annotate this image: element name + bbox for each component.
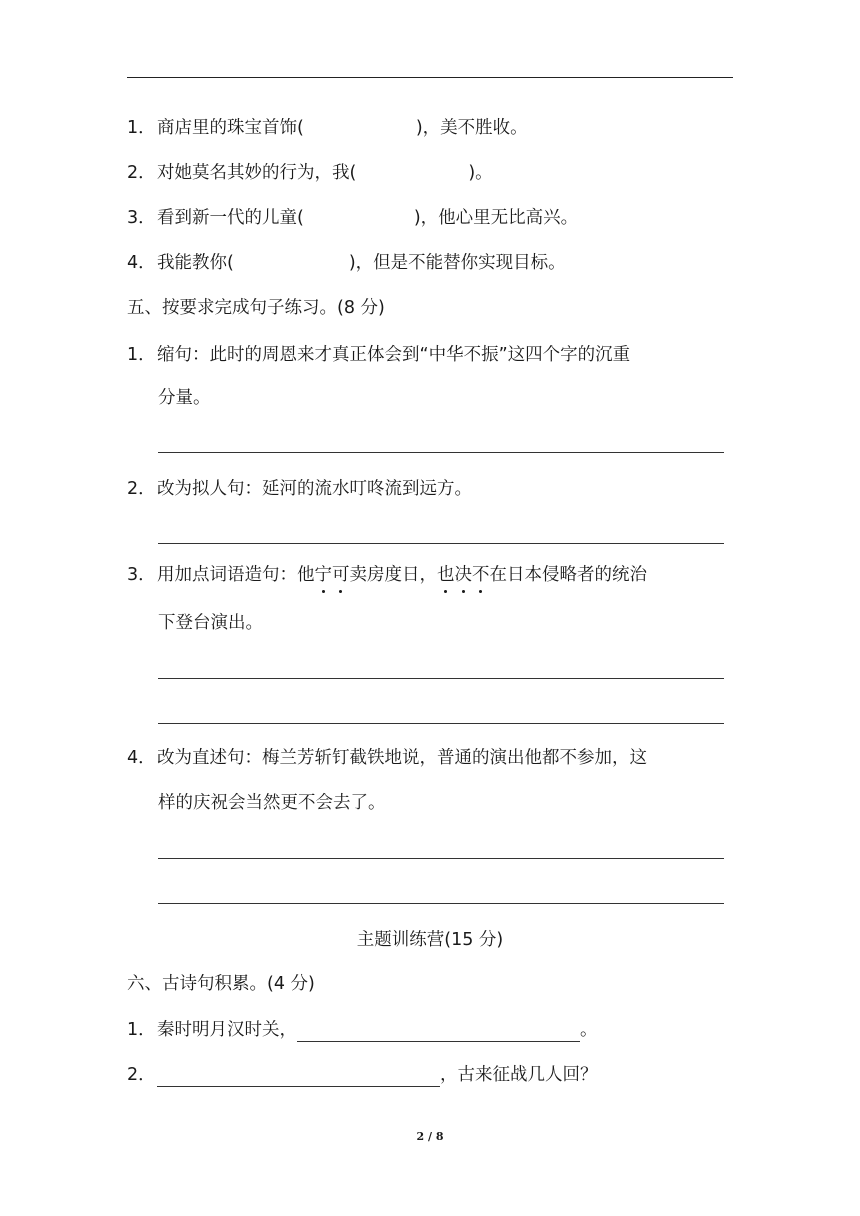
emphasis-char: 不 — [472, 565, 490, 585]
section6-heading: 六、古诗句积累。(4 分) — [127, 974, 315, 994]
section5-q4-cont: 样的庆祝会当然更不会去了。 — [158, 793, 386, 813]
emphasis-char: 可 — [332, 565, 350, 585]
page-number: 2 / 8 — [416, 1130, 444, 1143]
answer-line[interactable] — [158, 723, 724, 724]
section5-q1-cont: 分量。 — [158, 388, 211, 408]
fill-item-4: 4．我能教你( )，但是不能替你实现目标。 — [127, 253, 566, 273]
section5-q3: 3．用加点词语造句：他宁可卖房度日，也决不在日本侵略者的统治 — [127, 565, 647, 585]
fill-item-3: 3．看到新一代的儿童( )，他心里无比高兴。 — [127, 208, 579, 228]
answer-line[interactable] — [158, 678, 724, 679]
section5-q2: 2．改为拟人句：延河的流水叮咚流到远方。 — [127, 479, 472, 499]
fill-item-2: 2．对她莫名其妙的行为，我( )。 — [127, 163, 493, 183]
section5-heading: 五、按要求完成句子练习。(8 分) — [127, 298, 385, 318]
answer-line[interactable] — [158, 452, 724, 453]
top-rule — [127, 77, 733, 78]
section5-q4: 4．改为直述句：梅兰芳斩钉截铁地说，普通的演出他都不参加，这 — [127, 748, 647, 768]
section5-q1: 1．缩句：此时的周恩来才真正体会到“中华不振”这四个字的沉重 — [127, 345, 631, 365]
answer-line[interactable] — [158, 858, 724, 859]
theme-title: 主题训练营(15 分) — [356, 930, 504, 950]
section6-q1: 1．秦时明月汉时关， 。 — [127, 1020, 598, 1040]
section5-q3-cont: 下登台演出。 — [158, 613, 263, 633]
emphasis-char: 决 — [454, 565, 472, 585]
emphasis-char: 宁 — [314, 565, 332, 585]
section6-q2: 2． ，古来征战几人回？ — [127, 1065, 598, 1085]
answer-line[interactable] — [158, 903, 724, 904]
answer-blank[interactable] — [157, 1066, 440, 1087]
answer-line[interactable] — [158, 543, 724, 544]
fill-item-1: 1．商店里的珠宝首饰( )，美不胜收。 — [127, 118, 528, 138]
emphasis-char: 也 — [437, 565, 455, 585]
answer-blank[interactable] — [297, 1021, 580, 1042]
